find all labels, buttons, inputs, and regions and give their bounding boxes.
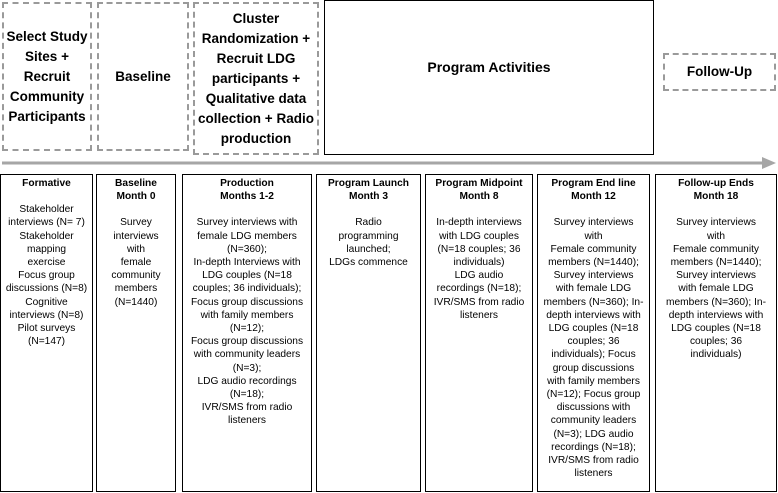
column-body: Survey interviews with Female community members (N=1440); Survey interviews with female LDG members (N=360); In- depth interviews with LDG couples (N=18 couples; 36 individuals) — [666, 217, 766, 361]
column-header: Follow-up Ends Month 18 — [678, 178, 754, 203]
column-header: Program Launch Month 3 — [328, 178, 409, 203]
column-baseline — [96, 174, 176, 492]
column-body: Survey interviews with female community members (N=1440) — [111, 217, 161, 308]
column-header: Program End line Month 12 — [551, 178, 636, 203]
timeline-arrow — [2, 157, 776, 169]
column-body: Stakeholder interviews (N= 7) Stakeholder mapping exercise Focus group discussions (N=8) Cognitive interviews (N=8) Pilot surveys (N=147) — [5, 204, 88, 348]
phase-program-activities: Program Activities — [324, 0, 654, 155]
column-header: Program Midpoint Month 8 — [435, 178, 523, 203]
phase-follow-up: Follow-Up — [663, 53, 776, 91]
column-body: Survey interviews with female LDG members (N=360); In-depth Interviews with LDG couples (N=18 couples; 36 individuals); Focus group discussions with family members (N=12); Focus group discussions with community leaders (N=3); LDG audio recordings (N=18); IVR/SMS from radio listeners — [190, 217, 304, 427]
phase-baseline: Baseline — [97, 2, 189, 151]
column-program-end-line — [537, 174, 650, 492]
column-formative — [0, 174, 93, 492]
phase-cluster-randomization: Cluster Randomization + Recruit LDG participants + Qualitative data collection + Radio production — [193, 2, 319, 155]
column-body: In-depth interviews with LDG couples (N=18 couples; 36 individuals) LDG audio recordings (N=18); IVR/SMS from radio listeners — [433, 217, 525, 321]
column-production — [182, 174, 312, 492]
column-header: Production Months 1-2 — [220, 178, 274, 203]
column-header: Baseline Month 0 — [115, 178, 157, 203]
column-follow-up-ends — [655, 174, 777, 492]
column-body: Survey interviews with Female community members (N=1440); Survey interviews with female LDG members (N=360); In- depth interviews with LDG couples (N=18 couples; 36 individuals); Focus group discussions with family members (N=12); Focus group discussions with community leaders (N=3); LDG audio recordings (N=18); IVR/SMS from radio listeners — [543, 217, 644, 480]
column-header: Formative — [22, 178, 71, 189]
column-body: Radio programming launched; LDGs commence — [329, 217, 408, 269]
column-program-midpoint — [425, 174, 533, 492]
column-program-launch — [316, 174, 421, 492]
phase-select-study-sites: Select Study Sites + Recruit Community Participants — [2, 2, 92, 151]
right-arrow-icon — [762, 157, 776, 169]
